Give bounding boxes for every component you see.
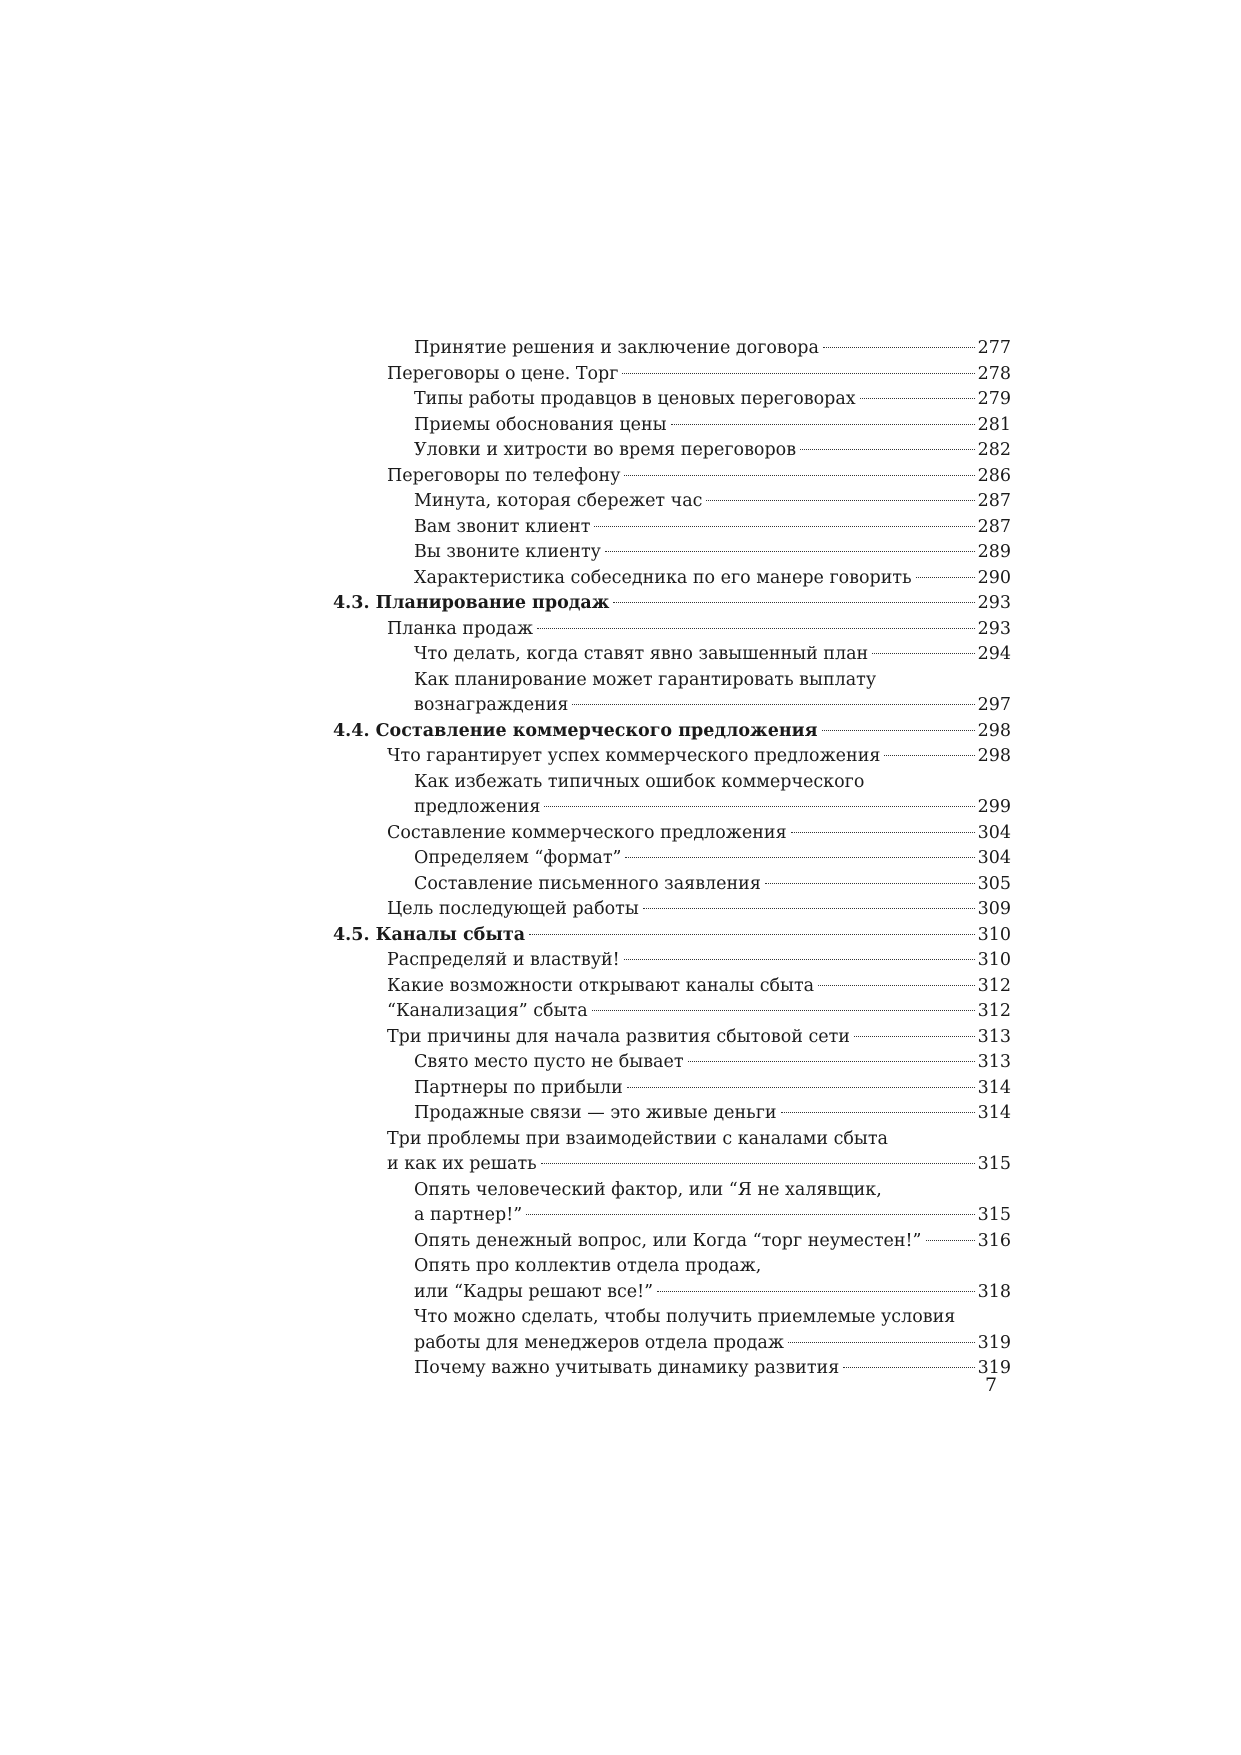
toc-page-number: 298 [977,720,1011,741]
toc-page-number: 316 [977,1230,1011,1251]
toc-entry-title: Переговоры по телефону [387,465,621,486]
dot-leader [529,934,975,935]
toc-entry-title: Какие возможности открывают каналы сбыта [387,975,815,996]
dot-leader [926,1240,975,1241]
dot-leader [624,475,974,476]
toc-entry-title: Что гарантирует успех коммерческого предложения [387,746,881,766]
dot-leader [854,1036,975,1037]
toc-page-number: 310 [977,924,1011,945]
toc-page-number: 293 [977,593,1011,613]
dot-leader [544,806,974,807]
toc-entry [333,974,1011,1000]
dot-leader [788,1342,975,1343]
toc-entry [333,489,1011,515]
toc-entry-title: Три причины для начала развития сбытовой сети [387,1026,850,1047]
toc-page-number: 305 [977,873,1011,894]
toc-entry [333,362,1011,388]
dot-leader [526,1214,974,1215]
toc-entry [333,540,1011,566]
toc-page-number: 289 [977,542,1011,562]
toc-entry-title: 4.4. Составление коммерческого предложения [333,720,818,741]
dot-leader [594,526,974,527]
dot-leader [624,959,975,960]
toc-entry [333,413,1011,439]
toc-entry [333,566,1011,592]
toc-entry [333,770,1011,821]
toc-entry-title: Вам звонит клиент [414,516,591,537]
toc-entry-title: или “Кадры решают все!” [414,1281,654,1302]
toc-page-number: 286 [977,465,1011,486]
toc-page-number: 310 [977,950,1011,970]
toc-page-number: 315 [977,1205,1011,1225]
dot-leader [537,628,974,629]
toc-page-number: 318 [977,1281,1011,1302]
dot-leader [706,500,974,501]
toc-entry-title: Вы звоните клиенту [414,542,601,562]
toc-entry-title: “Канализация” сбыта [387,1001,588,1021]
dot-leader [572,704,974,705]
dot-leader [818,985,975,986]
toc-entry [333,336,1011,362]
table-of-contents [333,336,1011,1382]
toc-section [333,591,1011,617]
dot-leader [781,1112,975,1113]
toc-entry [333,1025,1011,1051]
toc-entry-title: 4.3. Планирование продаж [333,593,610,613]
toc-page-number: 304 [977,848,1011,868]
toc-page-number: 312 [977,975,1011,996]
dot-leader [622,373,974,374]
dot-leader [800,449,975,450]
toc-entry [333,897,1011,923]
toc-entry [333,872,1011,898]
dot-leader [605,551,975,552]
toc-page-number: 313 [977,1026,1011,1047]
toc-entry [333,1050,1011,1076]
toc-entry [333,999,1011,1025]
dot-leader [688,1061,975,1062]
toc-entry-title: Свято место пусто не бывает [414,1052,684,1072]
toc-entry [333,438,1011,464]
toc-page-number: 304 [977,822,1011,843]
toc-entry [333,1076,1011,1102]
toc-entry-title-line: Опять человеческий фактор, или “Я не халявщик, [414,1179,882,1200]
toc-page-number: 294 [977,644,1011,664]
toc-entry-title-line: Опять про коллектив отдела продаж, [414,1256,762,1276]
toc-entry [333,1254,1011,1305]
dot-leader [627,1087,975,1088]
dot-leader [884,755,974,756]
toc-entry-title: Планка продаж [387,618,534,639]
toc-entry-title: Характеристика собеседника по его манере говорить [414,567,912,588]
toc-page-number: 278 [977,363,1011,384]
dot-leader [765,883,975,884]
toc-entry-title: 4.5. Каналы сбыта [333,924,526,945]
dot-leader [592,1010,975,1011]
dot-leader [625,857,974,858]
toc-entry [333,1229,1011,1255]
toc-page-number: 313 [977,1052,1011,1072]
toc-entry [333,515,1011,541]
dot-leader [872,653,974,654]
page-number: 7 [985,1374,998,1396]
toc-page-number: 319 [977,1332,1011,1353]
toc-page-number: 290 [977,567,1011,588]
dot-leader [541,1163,975,1164]
toc-entry [333,1127,1011,1178]
toc-entry-title: и как их решать [387,1154,537,1174]
toc-entry-title: Опять денежный вопрос, или Когда “торг неуместен!” [414,1230,922,1251]
toc-entry-title: Принятие решения и заключение договора [414,338,819,358]
dot-leader [613,602,974,603]
toc-page-number: 287 [977,491,1011,511]
toc-entry-title-line: Что можно сделать, чтобы получить приемлемые условия [414,1307,956,1327]
toc-page-number: 282 [977,440,1011,460]
toc-entry-title: Почему важно учитывать динамику развития [414,1358,840,1378]
toc-entry [333,1356,1011,1382]
toc-entry [333,846,1011,872]
toc-entry-title: Определяем “формат” [414,848,622,868]
toc-page-number: 314 [977,1077,1011,1098]
toc-entry-title: Типы работы продавцов в ценовых переговорах [414,389,856,409]
toc-entry [333,668,1011,719]
toc-entry-title: Партнеры по прибыли [414,1077,623,1098]
toc-entry [333,617,1011,643]
dot-leader [916,577,975,578]
toc-entry-title-line: Как планирование может гарантировать выплату [414,669,877,690]
toc-entry-title: Составление письменного заявления [414,873,761,894]
dot-leader [843,1367,974,1368]
toc-page-number: 309 [977,899,1011,919]
toc-page-number: 297 [977,695,1011,715]
toc-entry-title: а партнер!” [414,1205,523,1225]
toc-entry [333,464,1011,490]
toc-entry-title: Уловки и хитрости во время переговоров [414,440,797,460]
toc-page-number: 281 [977,414,1011,435]
toc-entry-title: Продажные связи — это живые деньги [414,1103,777,1123]
toc-page-number: 312 [977,1001,1011,1021]
toc-entry-title: Составление коммерческого предложения [387,822,787,843]
toc-entry-title: Приемы обоснования цены [414,414,667,435]
toc-entry [333,744,1011,770]
toc-entry [333,821,1011,847]
toc-entry [333,642,1011,668]
dot-leader [657,1291,974,1292]
toc-page-number: 279 [977,389,1011,409]
toc-page-number: 315 [977,1154,1011,1174]
dot-leader [643,908,975,909]
toc-page-number: 287 [977,516,1011,537]
toc-entry-title: Минута, которая сбережет час [414,491,703,511]
toc-entry-title: Цель последующей работы [387,899,639,919]
toc-entry [333,1178,1011,1229]
toc-page-number: 293 [977,618,1011,639]
toc-page-number: 319 [977,1358,1011,1378]
toc-entry-title-line: Три проблемы при взаимодействии с каналами сбыта [387,1128,888,1149]
dot-leader [823,347,975,348]
toc-entry-title: работы для менеджеров отдела продаж [414,1332,784,1353]
toc-page-number: 277 [977,338,1011,358]
toc-entry [333,1101,1011,1127]
toc-entry-title: Переговоры о цене. Торг [387,363,619,384]
toc-page-number: 298 [977,746,1011,766]
dot-leader [791,832,975,833]
toc-entry-title: Распределяй и властвуй! [387,950,620,970]
dot-leader [671,424,975,425]
toc-entry [333,1305,1011,1356]
dot-leader [822,730,975,731]
toc-entry [333,948,1011,974]
toc-entry-title-line: Как избежать типичных ошибок коммерческого [414,771,865,792]
toc-entry-title: Что делать, когда ставят явно завышенный план [414,644,869,664]
toc-page-number: 314 [977,1103,1011,1123]
toc-section [333,719,1011,745]
toc-entry [333,387,1011,413]
toc-section [333,923,1011,949]
toc-entry-title: предложения [414,797,541,817]
toc-page-number: 299 [977,797,1011,817]
toc-entry-title: вознаграждения [414,695,569,715]
dot-leader [860,398,975,399]
